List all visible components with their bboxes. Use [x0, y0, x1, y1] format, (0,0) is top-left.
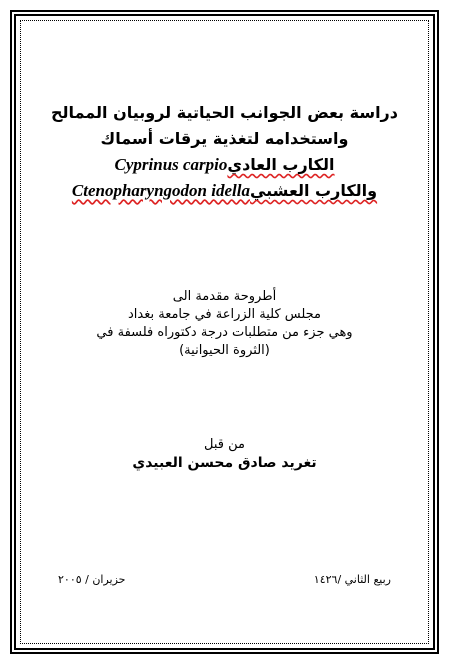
hijri-date: ربيع الثاني /١٤٢٦: [313, 573, 391, 586]
gregorian-date: حزيران / ٢٠٠٥: [58, 573, 126, 586]
title-line-3: [40, 152, 409, 178]
thesis-line-1: أطروحة مقدمة الى: [172, 289, 277, 304]
author-name: تغريد صادق محسن العبيدي: [132, 455, 317, 471]
thesis-statement: [40, 288, 409, 360]
title-grass-carp-arabic: والكارب العشبي: [249, 181, 378, 200]
author-block: [40, 436, 409, 472]
title-common-carp-latin: Cyprinus carpio: [114, 155, 228, 174]
thesis-line-4: (الثروة الحيوانية): [179, 343, 270, 358]
title-line-4: [40, 178, 409, 204]
thesis-line-2: مجلس كلية الزراعة في جامعة بغداد: [127, 307, 321, 322]
title-grass-carp-latin: Ctenopharyngodon idella: [71, 181, 250, 200]
title-line-1: دراسة بعض الجوانب الحياتية لروبيان الممالح: [51, 103, 398, 122]
thesis-line-3: وهي جزء من متطلبات درجة دكتوراه فلسفة في: [96, 325, 353, 340]
thesis-title: [40, 100, 409, 204]
title-line-2: واستخدامه لتغذية يرقات أسماك: [100, 129, 349, 148]
title-common-carp-arabic: الكارب العادي: [227, 155, 335, 174]
by-label: من قبل: [204, 437, 245, 452]
